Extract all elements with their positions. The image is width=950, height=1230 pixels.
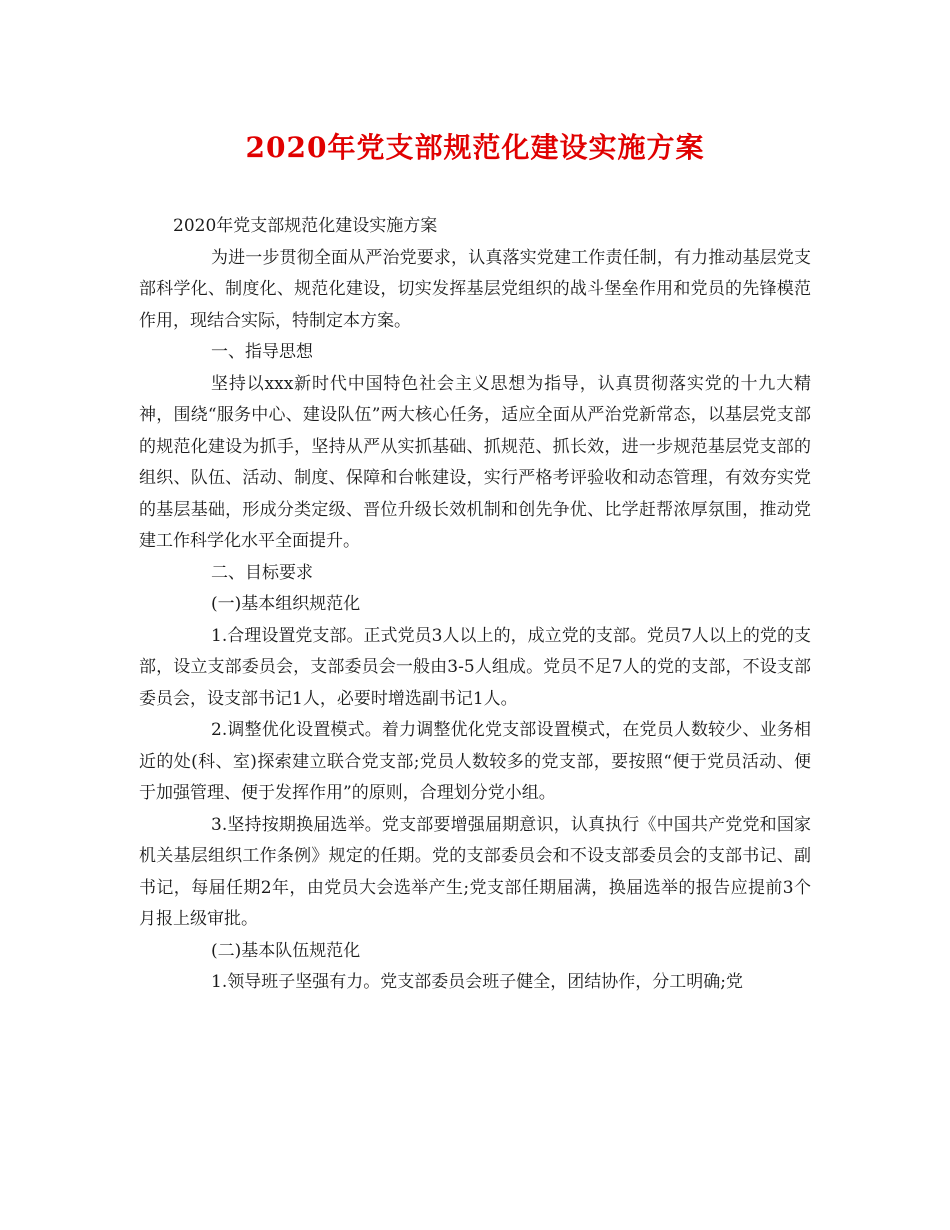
document-title: 2020年党支部规范化建设实施方案 [245, 131, 705, 164]
body-paragraph-item-2: 2.调整优化设置模式。着力调整优化党支部设置模式，在党员人数较少、业务相近的处(科、室)探索建立联合党支部;党员人数较多的党支部，要按照“便于党员活动、便于加强管理、便于发挥作用”的原则，合理划分党小组。 [139, 720, 811, 803]
body-paragraph-team-item-1: 1.领导班子坚强有力。党支部委员会班子健全，团结协作，分工明确;党 [211, 972, 743, 992]
body-paragraph-item-1: 1.合理设置党支部。正式党员3人以上的，成立党的支部。党员7人以上的党的支部，设立支部委员会，支部委员会一般由3-5人组成。党员不足7人的党的支部，不设支部委员会，设支部书记1人，必要时增选副书记1人。 [139, 625, 811, 709]
body-paragraph-subtitle: 2020年党支部规范化建设实施方案 [173, 216, 438, 236]
subsection-heading-organization: (一)基本组织规范化 [211, 594, 361, 614]
subsection-heading-team: (二)基本队伍规范化 [211, 940, 361, 961]
body-paragraph-guiding-ideology: 坚持以xxx新时代中国特色社会主义思想为指导，认真贯彻落实党的十九大精神，围绕“服务中心、建设队伍”两大核心任务，适应全面从严治党新常态，以基层党支部的规范化建设为抓手，坚持从严从实抓基础、抓规范、抓长效，进一步规范基层党支部的组织、队伍、活动、制度、保障和台帐建设，实行严格考评验收和动态管理，有效夯实党的基层基础，形成分类定级、晋位升级长效机制和创先争优、比学赶帮浓厚氛围，推动党建工作科学化水平全面提升。 [139, 373, 811, 551]
section-heading-goals: 二、目标要求 [211, 562, 313, 583]
body-paragraph-item-3: 3.坚持按期换届选举。党支部要增强届期意识，认真执行《中国共产党党和国家机关基层组织工作条例》规定的任期。党的支部委员会和不设支部委员会的支部书记、副书记，每届任期2年，由党员大会选举产生;党支部任期届满，换届选举的报告应提前3个月报上级审批。 [139, 814, 811, 929]
document-body [139, 211, 811, 999]
section-heading-guiding-ideology: 一、指导思想 [211, 342, 313, 362]
body-paragraph-intro: 为进一步贯彻全面从严治党要求，认真落实党建工作责任制，有力推动基层党支部科学化、制度化、规范化建设，切实发挥基层党组织的战斗堡垒作用和党员的先锋模范作用，现结合实际，特制定本方案。 [139, 247, 811, 331]
